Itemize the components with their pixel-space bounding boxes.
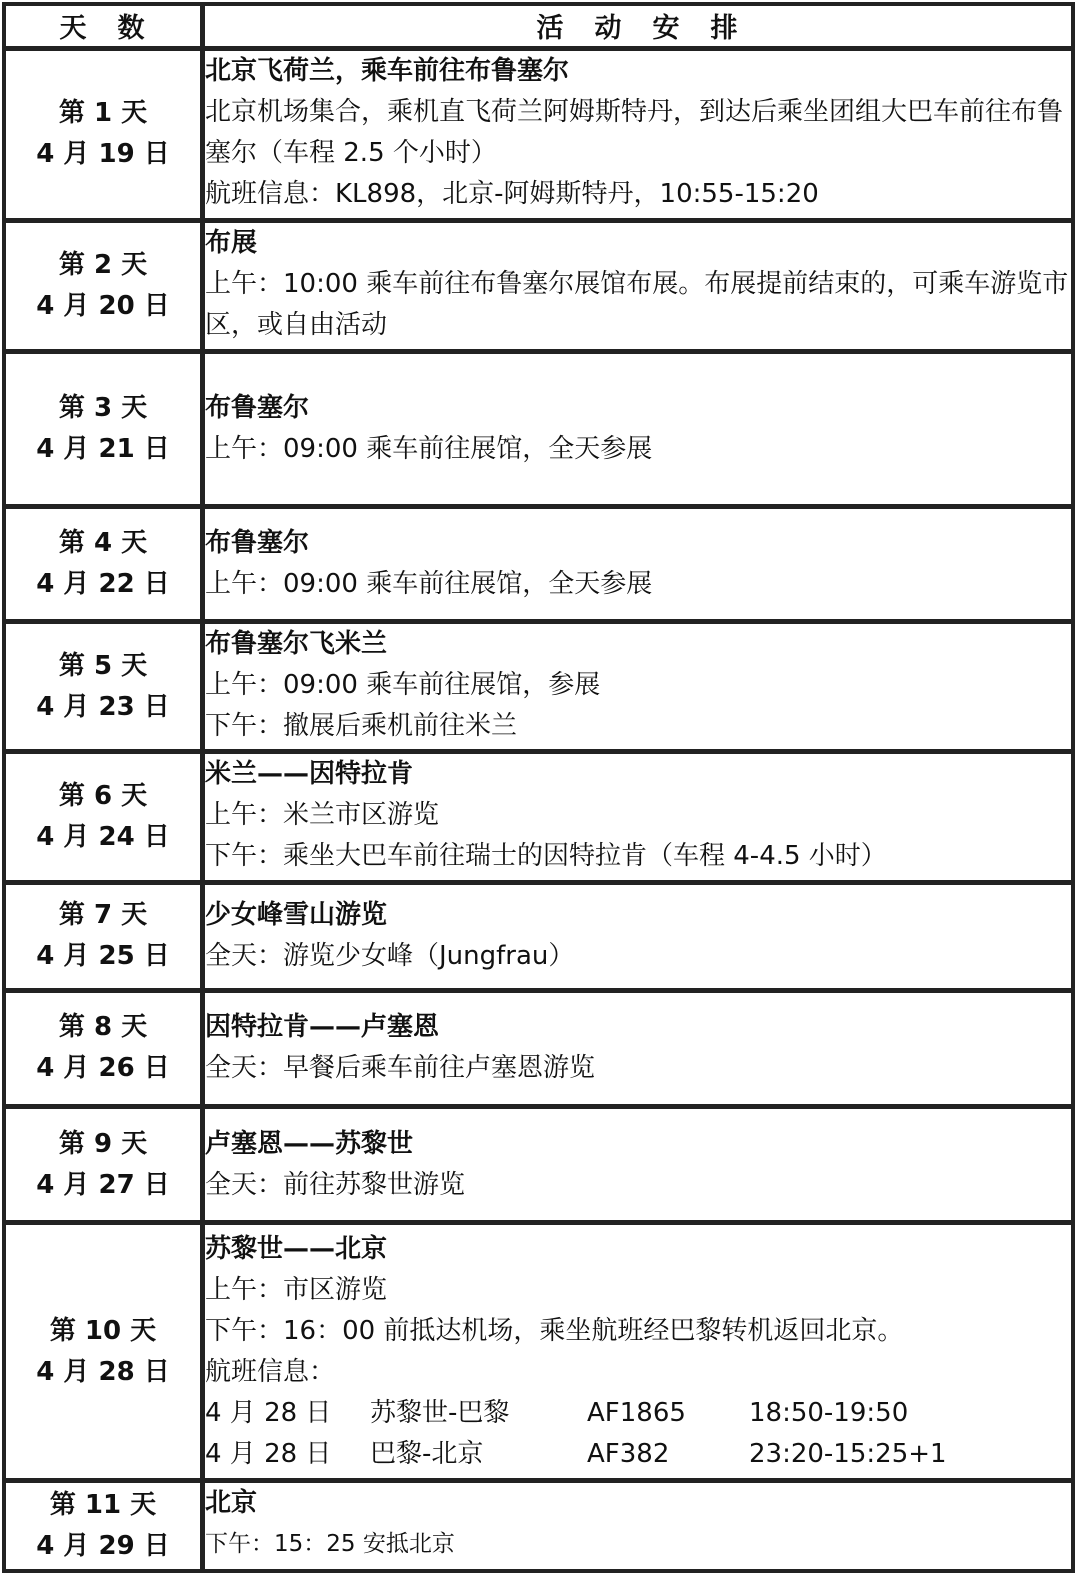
flight-info: 航班信息：KL898，北京-阿姆斯特丹，10:55-15:20 [205, 178, 819, 209]
activity-line: 全天：早餐后乘车前往卢塞恩游览 [205, 1053, 596, 1084]
activity-title: 卢塞恩——苏黎世 [205, 1128, 414, 1159]
activity-line: 下午：16：00 前抵达机场，乘坐航班经巴黎转机返回北京。 [205, 1315, 904, 1346]
day-cell [5, 353, 201, 505]
activity-line: 下午：乘坐大巴车前往瑞士的因特拉肯（车程 4-4.5 小时） [205, 841, 887, 872]
table-row [5, 753, 1072, 880]
flight-row [205, 1393, 1071, 1434]
activity-line: 上午：市区游览 [205, 1274, 388, 1305]
activity-line: 上午：09:00 乘车前往展馆，全天参展 [205, 568, 653, 599]
day-number: 第 1 天 [58, 98, 148, 129]
activity-title: 布展 [205, 228, 258, 259]
flight-time: 23:20-15:25+1 [749, 1438, 947, 1469]
day-number: 第 9 天 [58, 1128, 148, 1159]
day-cell [5, 884, 201, 989]
day-date: 4 月 21 日 [36, 433, 170, 464]
day-date: 4 月 22 日 [36, 568, 170, 599]
flight-row [205, 1434, 1071, 1475]
activity-cell [204, 222, 1072, 349]
day-date: 4 月 29 日 [36, 1531, 170, 1562]
table-row [5, 508, 1072, 620]
day-number: 第 10 天 [49, 1315, 157, 1346]
day-number: 第 7 天 [58, 900, 148, 931]
activity-cell [204, 1482, 1072, 1570]
activity-cell [204, 753, 1072, 880]
activity-cell [204, 884, 1072, 989]
day-date: 4 月 24 日 [36, 821, 170, 852]
table-row [5, 1108, 1072, 1221]
table-row [5, 50, 1072, 219]
day-cell [5, 753, 201, 880]
activity-cell [204, 623, 1072, 750]
flight-date: 4 月 28 日 [205, 1397, 332, 1428]
table-row [5, 884, 1072, 989]
header-activities: 活 动 安 排 [204, 5, 1072, 47]
activity-cell [204, 1108, 1072, 1221]
header-row [5, 5, 1072, 47]
flight-number: AF1865 [587, 1397, 686, 1428]
day-cell [5, 1108, 201, 1221]
activity-title: 苏黎世——北京 [205, 1233, 388, 1264]
flight-info-label: 航班信息： [205, 1356, 336, 1387]
day-cell [5, 992, 201, 1105]
day-date: 4 月 20 日 [36, 290, 170, 321]
flight-time: 18:50-19:50 [749, 1397, 909, 1428]
activity-title: 布鲁塞尔 [205, 527, 310, 558]
day-cell [5, 623, 201, 750]
day-cell [5, 50, 201, 219]
activity-title: 北京 [205, 1488, 258, 1519]
header-days: 天 数 [5, 5, 201, 47]
activity-line: 下午：15：25 安抵北京 [205, 1531, 455, 1558]
day-cell [5, 508, 201, 620]
activity-cell [204, 353, 1072, 505]
day-cell [5, 1224, 201, 1479]
activity-line: 北京机场集合，乘机直飞荷兰阿姆斯特丹，到达后乘坐团组大巴车前往布鲁塞尔（车程 2.5 个小时） [205, 96, 1064, 168]
day-cell [5, 222, 201, 349]
day-date: 4 月 27 日 [36, 1169, 170, 1200]
flight-route: 巴黎-北京 [370, 1438, 484, 1469]
activity-title: 因特拉肯——卢塞恩 [205, 1012, 440, 1043]
day-date: 4 月 23 日 [36, 691, 170, 722]
activity-cell [204, 50, 1072, 219]
activity-line: 全天：前往苏黎世游览 [205, 1169, 466, 1200]
activity-line: 上午：09:00 乘车前往展馆，全天参展 [205, 433, 653, 464]
day-number: 第 4 天 [58, 527, 148, 558]
day-date: 4 月 28 日 [36, 1356, 170, 1387]
day-date: 4 月 26 日 [36, 1053, 170, 1084]
flight-date: 4 月 28 日 [205, 1438, 332, 1469]
activity-line: 上午：10:00 乘车前往布鲁塞尔展馆布展。布展提前结束的，可乘车游览市区，或自由活动 [205, 269, 1069, 341]
day-number: 第 6 天 [58, 780, 148, 811]
day-date: 4 月 19 日 [36, 139, 170, 170]
day-cell [5, 1482, 201, 1570]
table-row [5, 222, 1072, 349]
flight-number: AF382 [587, 1438, 670, 1469]
table-row [5, 992, 1072, 1105]
table-row [5, 623, 1072, 750]
activity-line: 全天：游览少女峰（Jungfrau） [205, 941, 575, 972]
activity-title: 北京飞荷兰，乘车前往布鲁塞尔 [205, 55, 570, 86]
activity-cell [204, 508, 1072, 620]
day-number: 第 5 天 [58, 650, 148, 681]
activity-line: 下午：撤展后乘机前往米兰 [205, 710, 518, 741]
itinerary-table [2, 2, 1075, 1573]
activity-line: 上午：09:00 乘车前往展馆，参展 [205, 669, 601, 700]
activity-title: 米兰——因特拉肯 [205, 759, 414, 790]
table-row [5, 1224, 1072, 1479]
day-number: 第 11 天 [49, 1490, 157, 1521]
activity-title: 布鲁塞尔飞米兰 [205, 628, 388, 659]
day-number: 第 3 天 [58, 392, 148, 423]
day-number: 第 2 天 [58, 249, 148, 280]
day-date: 4 月 25 日 [36, 941, 170, 972]
table-row [5, 353, 1072, 505]
activity-title: 布鲁塞尔 [205, 392, 310, 423]
day-number: 第 8 天 [58, 1012, 148, 1043]
activity-title: 少女峰雪山游览 [205, 900, 388, 931]
activity-line: 上午：米兰市区游览 [205, 800, 440, 831]
flight-route: 苏黎世-巴黎 [370, 1397, 510, 1428]
table-row [5, 1482, 1072, 1570]
activity-cell [204, 1224, 1072, 1479]
activity-cell [204, 992, 1072, 1105]
